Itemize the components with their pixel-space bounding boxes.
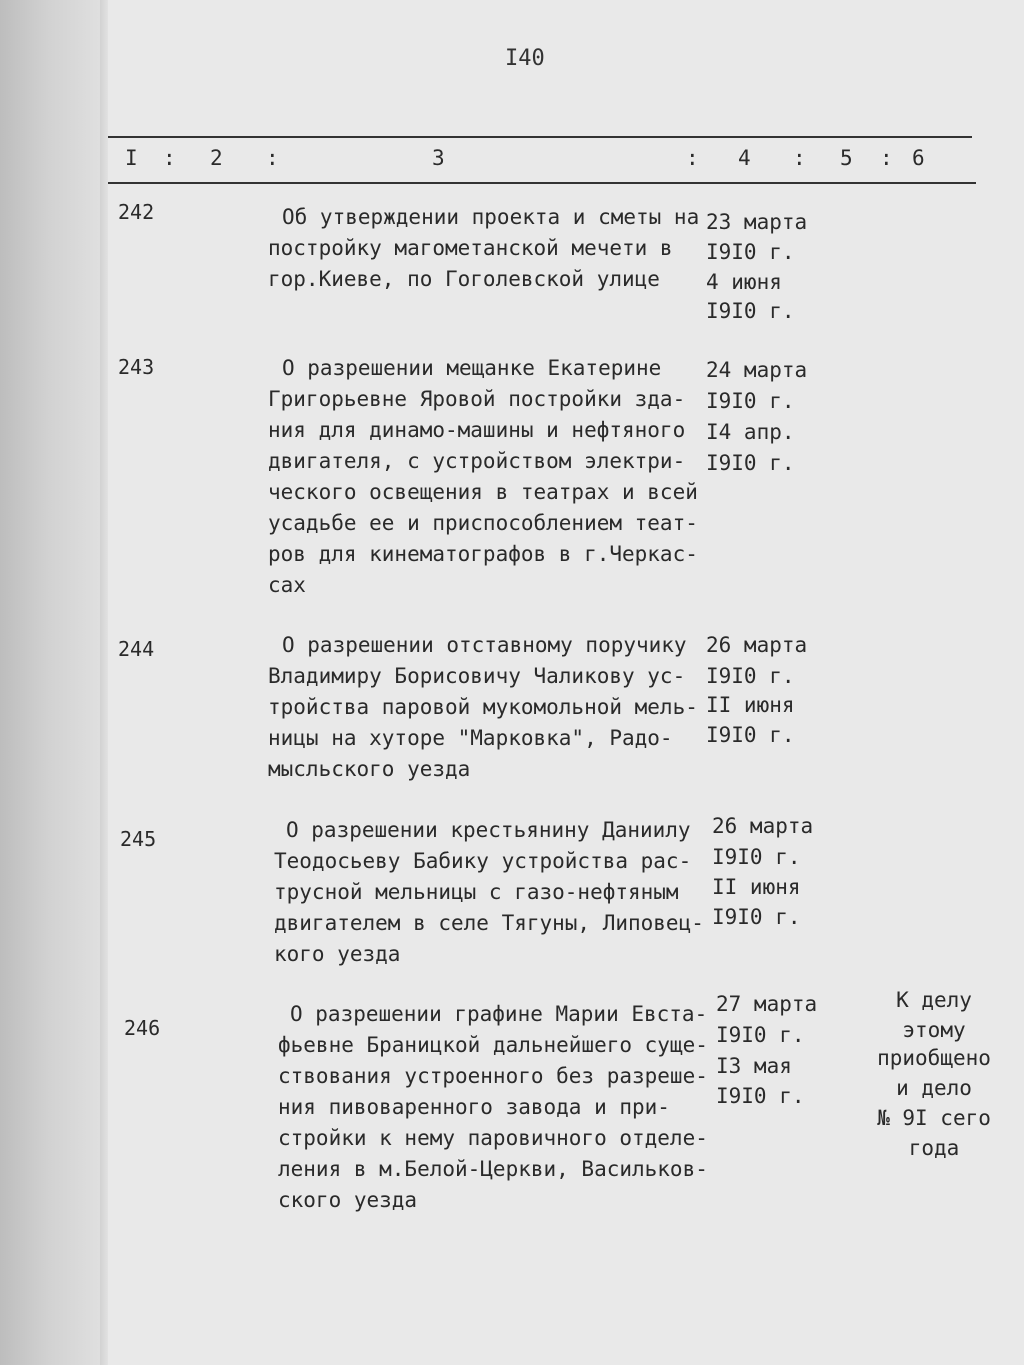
entry-description-line: Об утверждении проекта и сметы на [282,205,700,229]
column-header-6: 6 [912,146,925,170]
entry-description-line: О разрешении крестьянину Даниилу [286,818,691,842]
header-rule-bottom [108,182,976,184]
entry-description-line: стройки к нему паровичного отделе- [278,1126,708,1150]
entry-description-line: кого уезда [274,942,401,966]
entry-date-line: I9I0 г. [716,1023,805,1047]
entry-description-line: ров для кинематографов в г.Черкас- [268,542,698,566]
entry-date-line: II июня [712,875,801,899]
entry-description-line: гор.Киеве, по Гоголевской улице [268,267,660,291]
entry-description-line: двигателем в селе Тягуны, Липовец- [274,911,704,935]
column-separator: : [880,146,893,170]
entry-date-line: I9I0 г. [716,1084,805,1108]
entry-date-line: 27 марта [716,992,818,1016]
entry-description-line: ческого освещения в театрах и всей [268,480,698,504]
column-header-2: 2 [210,146,223,170]
column-header-1: I [125,146,138,170]
book-gutter [0,0,110,1365]
entry-date-line: I9I0 г. [706,723,795,747]
entry-description-line: ления в м.Белой-Церкви, Васильков- [278,1157,708,1181]
entry-date-line: 23 марта [706,210,808,234]
entry-number: 244 [118,637,155,661]
entry-date-line: I9I0 г. [706,240,795,264]
entry-date-line: 26 марта [706,633,808,657]
gutter-shadow [100,0,108,1365]
column-header-3: 3 [432,146,445,170]
entry-description-line: ского уезда [278,1188,418,1212]
entry-date-line: I4 апр. [706,420,795,444]
entry-date-line: I9I0 г. [712,905,801,929]
entry-date-line: 4 июня [706,270,782,294]
column-separator: : [266,146,279,170]
entry-date-line: I3 мая [716,1054,792,1078]
page-number: I40 [505,46,545,71]
entry-date-line: I9I0 г. [706,389,795,413]
entry-date-line: I9I0 г. [706,299,795,323]
entry-description-line: трусной мельницы с газо-нефтяным [274,880,679,904]
entry-description-line: О разрешении графине Марии Евста- [290,1002,708,1026]
entry-date-line: I9I0 г. [706,451,795,475]
entry-note-line: этому [902,1018,966,1042]
column-separator: : [686,146,699,170]
column-header-5: 5 [840,146,853,170]
entry-number: 242 [118,200,155,224]
entry-description-line: ния пивоваренного завода и при- [278,1095,670,1119]
entry-description-line: О разрешении отставному поручику [282,633,687,657]
entry-description-line: Теодосьеву Бабику устройства рас- [274,849,692,873]
entry-description-line: двигателя, с устройством электри- [268,449,686,473]
entry-description-line: ствования устроенного без разреше- [278,1064,708,1088]
entry-number: 245 [120,827,157,851]
column-header-4: 4 [738,146,751,170]
entry-number: 246 [124,1016,161,1040]
entry-description-line: мысльского уезда [268,757,471,781]
entry-description-line: ницы на хуторе "Марковка", Радо- [268,726,673,750]
column-separator: : [793,146,806,170]
entry-note-line: № 9I сего [877,1106,991,1130]
entry-description-line: постройку магометанской мечети в [268,236,673,260]
entry-description-line: Владимиру Борисовичу Чаликову ус- [268,664,686,688]
entry-description-line: ния для динамо-машины и нефтяного [268,418,686,442]
entry-date-line: I9I0 г. [712,845,801,869]
entry-date-line: I9I0 г. [706,664,795,688]
entry-note-line: К делу [896,988,972,1012]
entry-date-line: II июня [706,693,795,717]
entry-description-line: фьевне Браницкой дальнейшего суще- [278,1033,708,1057]
entry-description-line: тройства паровой мукомольной мель- [268,695,698,719]
entry-description-line: О разрешении мещанке Екатерине [282,356,662,380]
entry-description-line: Григорьевне Яровой постройки зда- [268,387,686,411]
entry-note-line: и дело [896,1076,972,1100]
entry-description-line: усадьбе ее и приспособлением теат- [268,511,698,535]
header-rule-top [108,136,972,138]
entry-description-line: сах [268,573,306,597]
entry-date-line: 26 марта [712,814,814,838]
column-separator: : [163,146,176,170]
entry-date-line: 24 марта [706,358,808,382]
entry-note-line: года [908,1136,960,1160]
entry-number: 243 [118,355,155,379]
entry-note-line: приобщено [877,1046,991,1070]
